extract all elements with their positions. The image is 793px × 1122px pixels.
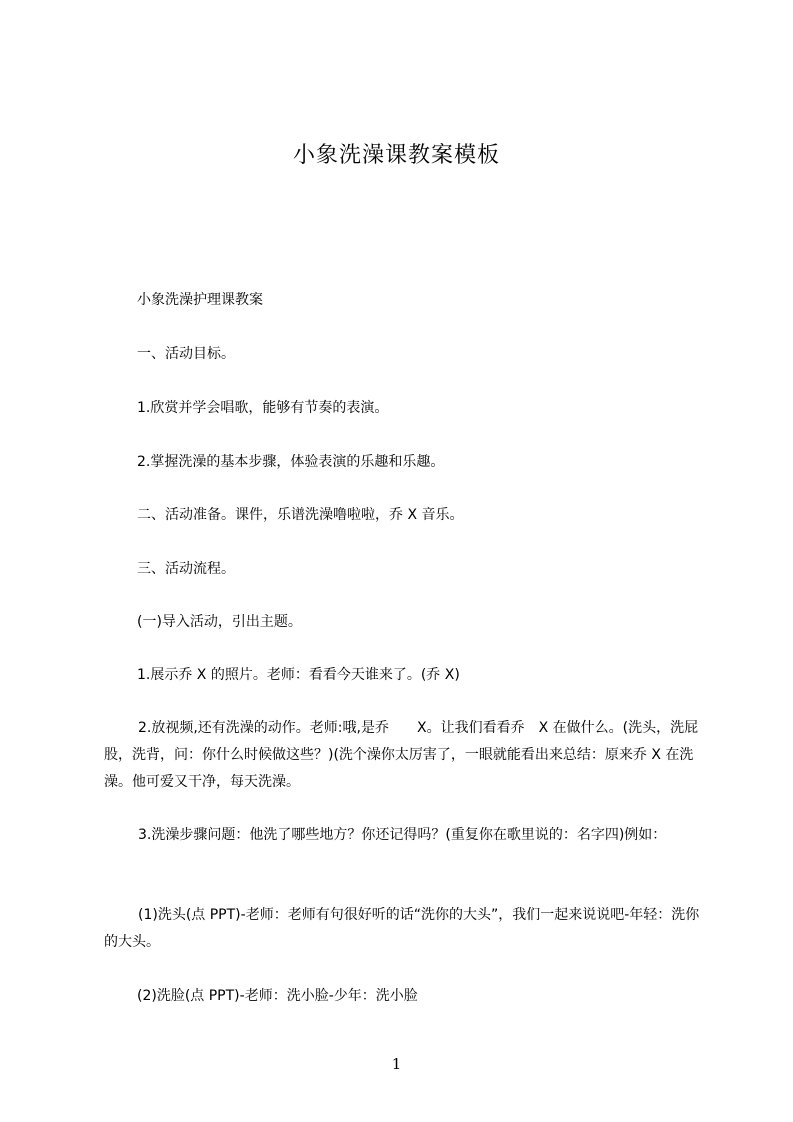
- paragraph-wash-face: (2)洗脸(点 PPT)-老师：洗小脸-少年：洗小脸: [137, 988, 418, 1004]
- paragraph-step-2: 2.放视频,还有洗澡的动作。老师:哦,是乔 X。让我们看看乔 X 在做什么。(洗头，洗屁股，洗背，问：你什么时候做这些？)(洗个澡你太厉害了，一眼就能看出来总结：原来乔 X 在洗澡。他可爱又干净，每天洗澡。: [104, 720, 699, 790]
- page-number: 1: [391, 1055, 402, 1073]
- paragraph-section-preparation: 二、活动准备。课件，乐谱洗澡噜啦啦，乔 X 音乐。: [137, 507, 464, 523]
- paragraph-goal-2: 2.掌握洗澡的基本步骤，体验表演的乐趣和乐趣。: [137, 454, 445, 470]
- paragraph-wash-head: (1)洗头(点 PPT)-老师：老师有句很好听的话“洗你的大头”，我们一起来说说吧-年轻：洗你的大头。: [104, 907, 700, 950]
- paragraph-step-3: 3.洗澡步骤问题：他洗了哪些地方？你还记得吗？(重复你在歌里说的：名字四)例如：: [138, 827, 667, 843]
- paragraph-step-intro: (一)导入活动，引出主题。: [137, 614, 302, 630]
- paragraph-section-goals: 一、活动目标。: [137, 346, 235, 362]
- paragraph-section-process: 三、活动流程。: [137, 561, 235, 577]
- paragraph-goal-1: 1.欣赏并学会唱歌，能够有节奏的表演。: [137, 400, 389, 416]
- paragraph-subtitle: 小象洗澡护理课教案: [137, 292, 263, 308]
- paragraph-step-1: 1.展示乔 X 的照片。老师：看看今天谁来了。(乔 X): [137, 667, 460, 683]
- document-title: 小象洗澡课教案模板: [292, 143, 500, 168]
